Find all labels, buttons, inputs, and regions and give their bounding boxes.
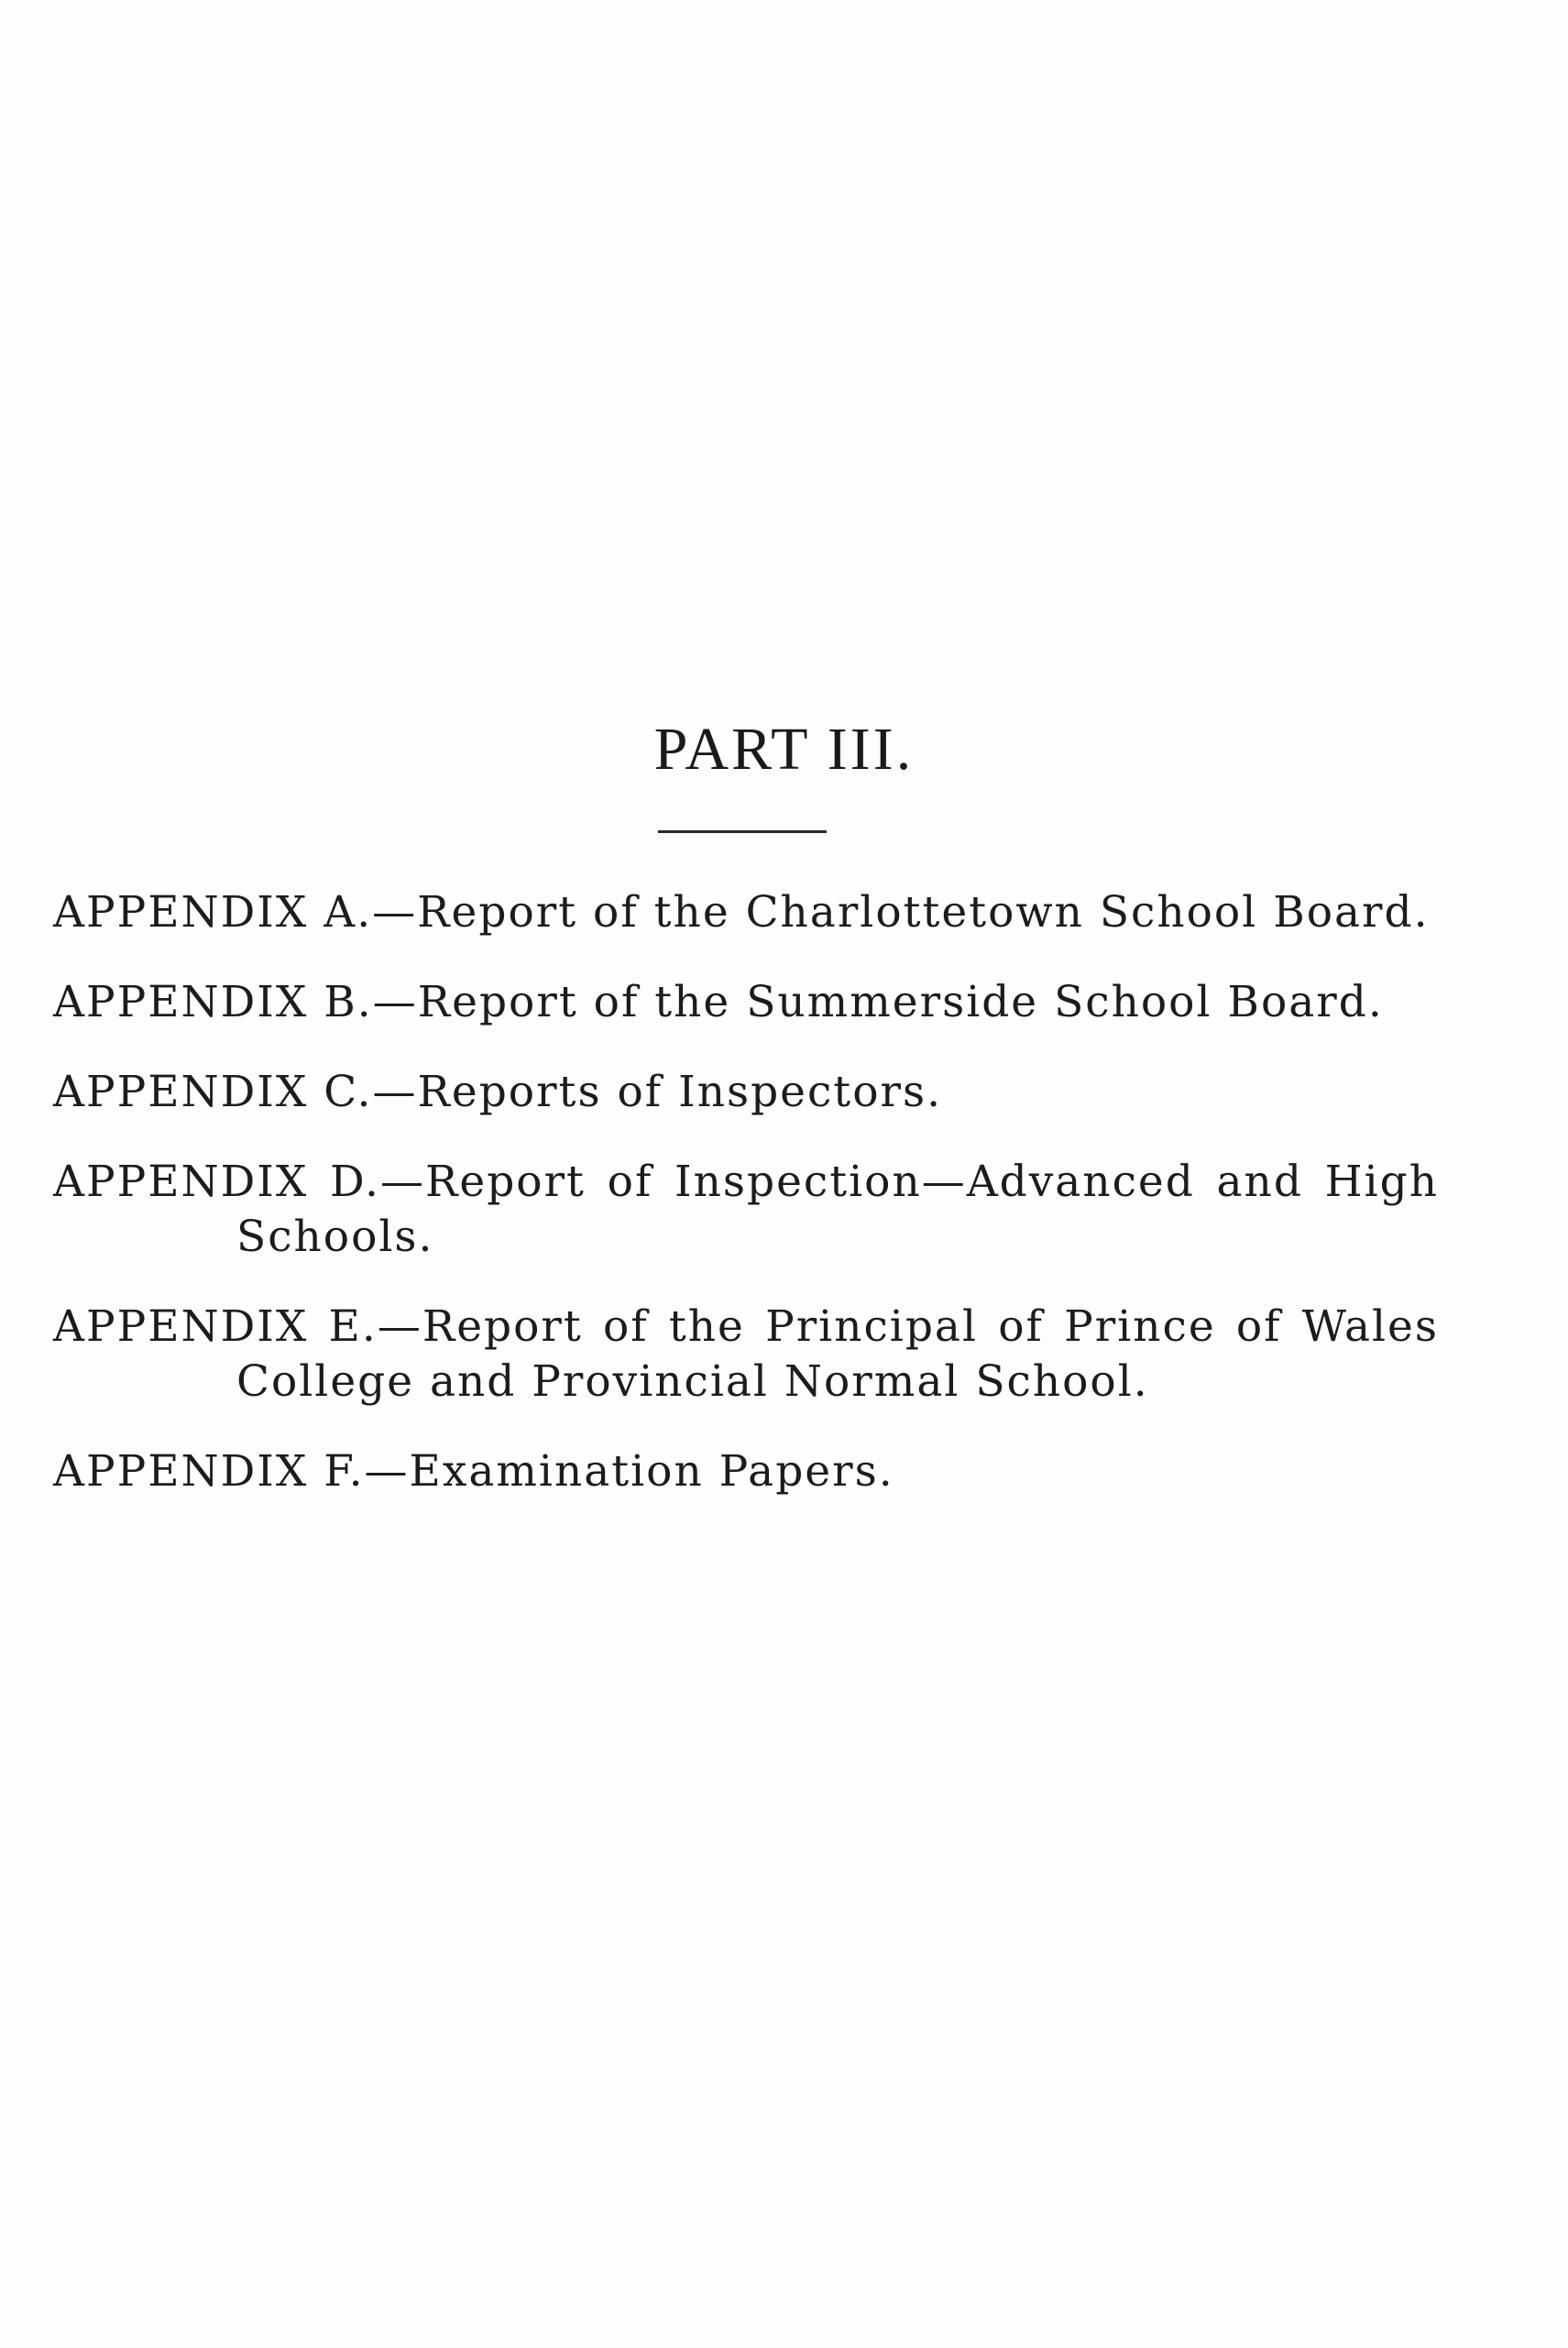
appendix-label: APPENDIX C. [53, 1067, 373, 1117]
appendix-entry-a: APPENDIX A.—Report of the Charlottetown School Board. [53, 887, 1430, 938]
appendix-description: Report of the Charlottetown School Board. [417, 887, 1430, 938]
appendix-description: Report of the Summerside School Board. [417, 977, 1384, 1027]
appendix-description: Examination Papers. [409, 1446, 894, 1497]
appendix-entry-e: APPENDIX E.—Report of the Principal of Prince of Wales College and Provincial Normal School. [53, 1301, 1439, 1407]
appendix-label: APPENDIX F. [53, 1446, 365, 1497]
appendix-list [53, 885, 1439, 1534]
appendix-label: APPENDIX D. [53, 1157, 380, 1207]
part-title: PART III. [653, 716, 915, 783]
appendix-label: APPENDIX B. [53, 977, 373, 1027]
appendix-entry-f: APPENDIX F.—Examination Papers. [53, 1446, 894, 1497]
appendix-entry-b: APPENDIX B.—Report of the Summerside School Board. [53, 977, 1384, 1027]
appendix-entry-d: APPENDIX D.—Report of Inspection—Advanced and High Schools. [53, 1157, 1439, 1262]
title-rule [658, 830, 827, 833]
appendix-label: APPENDIX E. [53, 1301, 378, 1352]
appendix-label: APPENDIX A. [53, 887, 373, 938]
appendix-description: Report of the Principal of Prince of Wales College and Provincial Normal School. [236, 1301, 1439, 1407]
appendix-description: Report of Inspection—Advanced and High Schools. [236, 1157, 1439, 1262]
appendix-entry-c: APPENDIX C.—Reports of Inspectors. [53, 1067, 943, 1117]
appendix-description: Reports of Inspectors. [417, 1067, 943, 1117]
